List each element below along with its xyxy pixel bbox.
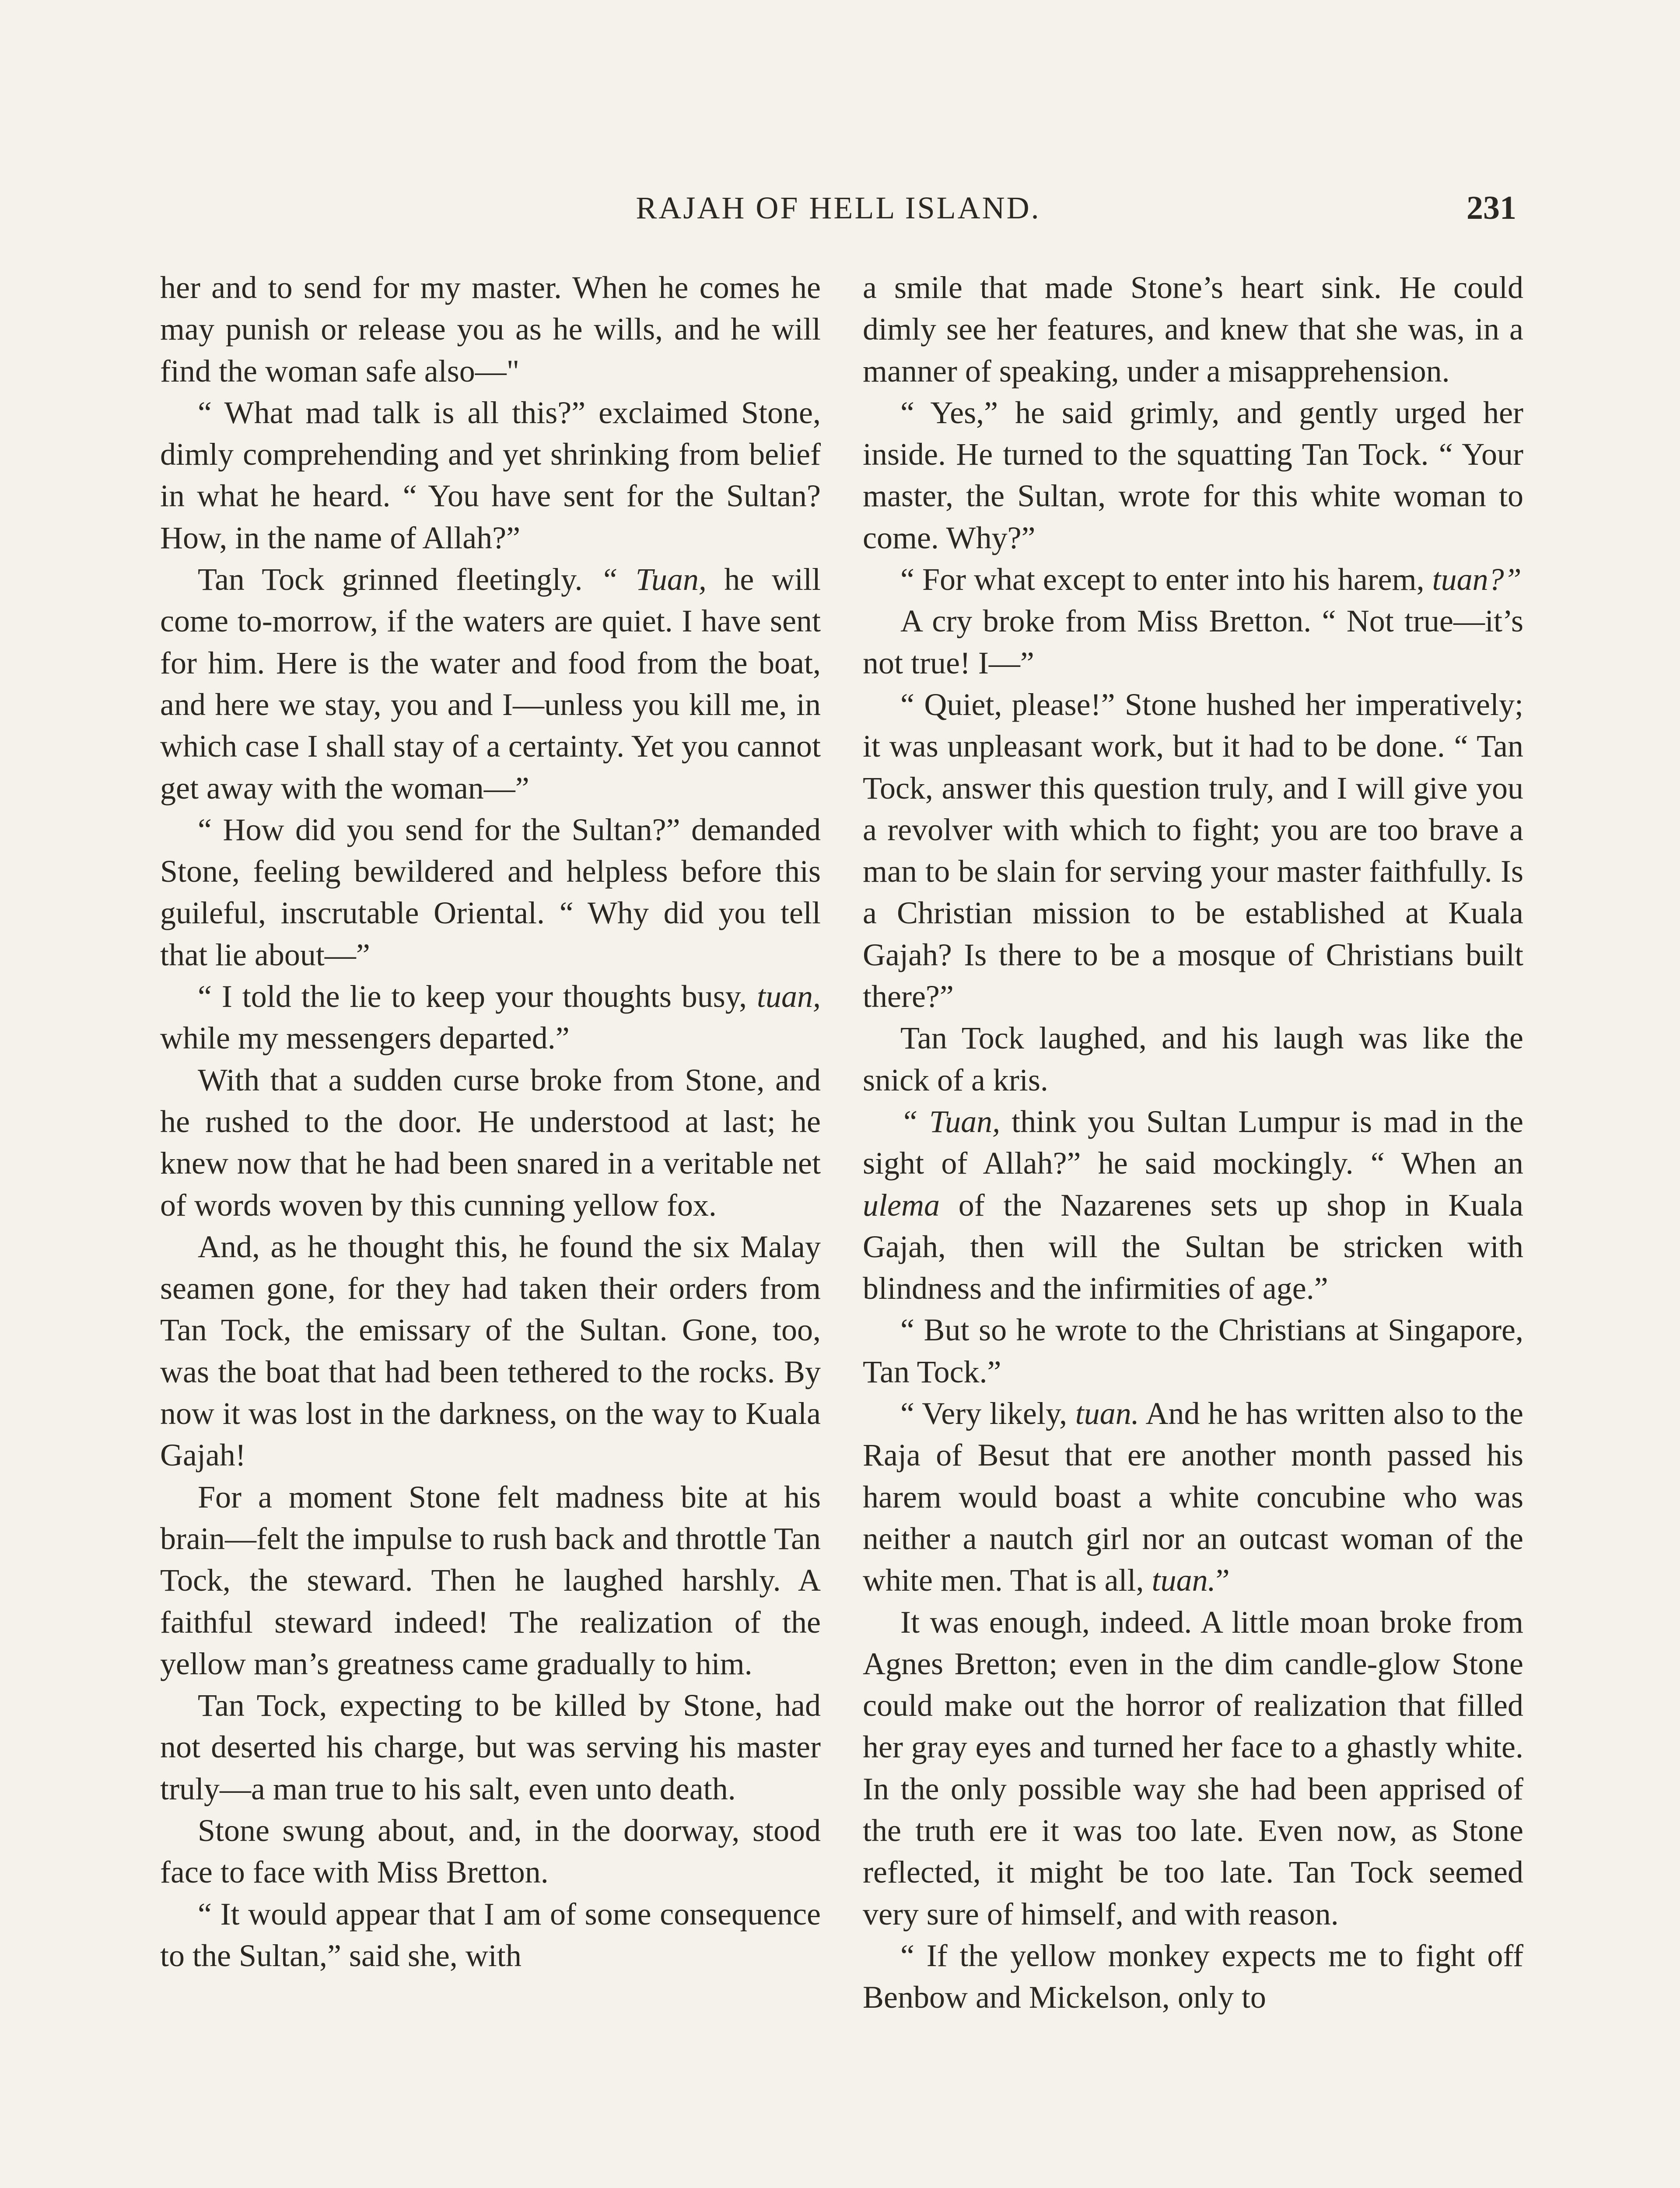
- paragraph: For a moment Stone felt madness bite at his brain—felt the impulse to rush back and throttle Tan Tock, the steward. Then he laughed harshly. A faithful steward indeed! The realization of the yellow man’s greatness came gradually to him.: [160, 1479, 821, 1681]
- paragraph: A cry broke from Miss Bretton. “ Not true—it’s not true! I—”: [863, 603, 1523, 680]
- paragraph: “ How did you send for the Sultan?” demanded Stone, feeling bewildered and helpless before this guileful, inscrutable Oriental. “ Why did you tell that lie about—”: [160, 812, 821, 972]
- paragraph: Stone swung about, and, in the doorway, stood face to face with Miss Bretton.: [160, 1813, 821, 1890]
- paragraph: “ If the yellow monkey expects me to fight off Benbow and Mickelson, only to: [863, 1938, 1523, 2015]
- right-text-column: [863, 267, 1523, 2018]
- paragraph: “ But so he wrote to the Christians at Singapore, Tan Tock.”: [863, 1312, 1523, 1389]
- paragraph: “ For what except to enter into his harem, tuan?”: [900, 562, 1522, 597]
- paragraph: Tan Tock laughed, and his laugh was like the snick of a kris.: [863, 1020, 1523, 1098]
- paragraph: “ Quiet, please!” Stone hushed her imperatively; it was unpleasant work, but it had to be done. “ Tan Tock, answer this question truly, and I will give you a revolver with which to fight; you are too brave a man to be slain for serving your master faithfully. Is a Christian mission to be established at Kuala Gajah? Is there to be a mosque of Christians built there?”: [863, 687, 1523, 1014]
- paragraph: “ I told the lie to keep your thoughts busy, tuan, while my messengers departed.”: [160, 979, 821, 1056]
- paragraph: “ It would appear that I am of some consequence to the Sultan,” said she, with: [160, 1896, 821, 1973]
- running-title: RAJAH OF HELL ISLAND.: [636, 190, 1041, 225]
- left-text-column: [160, 267, 821, 1977]
- paragraph: a smile that made Stone’s heart sink. He could dimly see her features, and knew that she was, in a manner of speaking, under a misapprehension.: [863, 270, 1523, 389]
- paragraph: With that a sudden curse broke from Stone, and he rushed to the door. He understood at last; he knew now that he had been snared in a veritable net of words woven by this cunning yellow fox.: [160, 1062, 821, 1223]
- paragraph: Tan Tock grinned fleetingly. “ Tuan, he will come to-morrow, if the waters are quiet. I have sent for him. Here is the water and food from the boat, and here we stay, you and I—unless you kill me, in which case I shall stay of a certainty. Yet you cannot get away with the woman—”: [160, 562, 821, 806]
- paragraph: her and to send for my master. When he comes he may punish or release you as he wills, and he will find the woman safe also—": [160, 270, 821, 389]
- paragraph: “ Tuan, think you Sultan Lumpur is mad in the sight of Allah?” he said mockingly. “ When an ulema of the Nazarenes sets up shop in Kuala Gajah, then will the Sultan be stricken with blindness and the infirmities of age.”: [863, 1104, 1523, 1306]
- paragraph: “ Yes,” he said grimly, and gently urged her inside. He turned to the squatting Tan Tock. “ Your master, the Sultan, wrote for this white woman to come. Why?”: [863, 395, 1523, 555]
- page-header: [160, 184, 1516, 232]
- paragraph: “ What mad talk is all this?” exclaimed Stone, dimly comprehending and yet shrinking from belief in what he heard. “ You have sent for the Sultan? How, in the name of Allah?”: [160, 395, 821, 555]
- paragraph: “ Very likely, tuan. And he has written also to the Raja of Besut that ere another month passed his harem would boast a white concubine who was neither a nautch girl nor an outcast woman of the white men. That is all, tuan.”: [863, 1396, 1524, 1598]
- paragraph: Tan Tock, expecting to be killed by Stone, had not deserted his charge, but was serving his master truly—a man true to his salt, even unto death.: [160, 1688, 821, 1806]
- paragraph: It was enough, indeed. A little moan broke from Agnes Bretton; even in the dim candle-glow Stone could make out the horror of realization that filled her gray eyes and turned her face to a ghastly white. In the only possible way she had been apprised of the truth ere it was too late. Even now, as Stone reflected, it might be too late. Tan Tock seemed very sure of himself, and with reason.: [863, 1604, 1523, 1932]
- paragraph: And, as he thought this, he found the six Malay seamen gone, for they had taken their orders from Tan Tock, the emissary of the Sultan. Gone, too, was the boat that had been tethered to the rocks. By now it was lost in the darkness, on the way to Kuala Gajah!: [160, 1229, 821, 1473]
- page-number: 231: [1466, 189, 1516, 226]
